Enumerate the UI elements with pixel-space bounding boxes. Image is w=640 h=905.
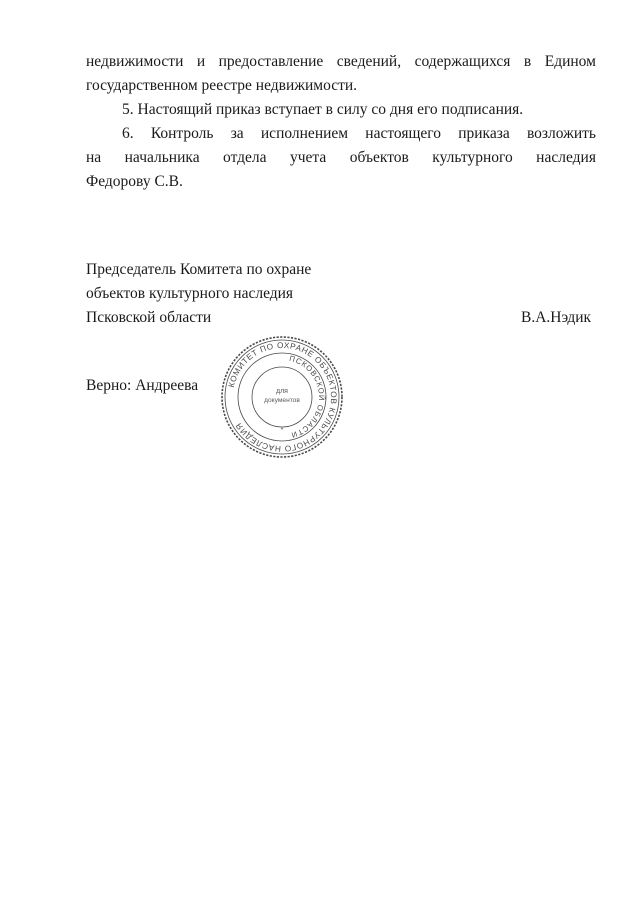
word: содержащихся: [414, 53, 511, 70]
word: отдела: [223, 149, 267, 166]
word: настоящего: [365, 125, 442, 142]
word: Контроль: [150, 125, 214, 142]
word: за: [230, 125, 244, 142]
word: на: [86, 149, 102, 166]
paragraph-line-1: [86, 53, 596, 71]
word: начальника: [124, 149, 200, 166]
item-6-line-3: Федорову С.В.: [86, 173, 183, 190]
word: приказа: [458, 125, 510, 142]
word: сведений,: [336, 53, 402, 70]
item-5: 5. Настоящий приказ вступает в силу со дня его подписания.: [122, 101, 524, 118]
signer-title-line-1: Председатель Комитета по охране: [86, 261, 312, 278]
signer-title-line-3: Псковской области: [86, 309, 212, 326]
certification-label: Верно: Андреева: [86, 377, 199, 394]
word: Едином: [544, 53, 596, 70]
item-6-line-2: [86, 149, 596, 167]
word: возложить: [526, 125, 596, 142]
stamp-inner-text: ПСКОВСКОЙ ОБЛАСТИ: [288, 353, 327, 440]
stamp-outer-text: КОМИТЕТ ПО ОХРАНЕ ОБЪЕКТОВ КУЛЬТУРНОГО НАСЛЕДИЯ: [226, 340, 339, 454]
word: культурного: [432, 149, 513, 166]
word: исполнением: [260, 125, 349, 142]
stamp-center-line-2: документов: [264, 397, 300, 404]
stamp-star-icon: *: [280, 427, 284, 434]
word: наследия: [536, 149, 596, 166]
official-stamp: [218, 333, 346, 461]
word: и: [196, 53, 206, 70]
signer-title-line-2: объектов культурного наследия: [86, 285, 294, 302]
signer-name: В.А.Нэдик: [521, 309, 592, 326]
item-6-line-1: [122, 125, 596, 143]
word: предоставление: [218, 53, 324, 70]
stamp-center-line-1: для: [276, 388, 288, 395]
word: 6.: [122, 125, 134, 142]
paragraph-line-2: государственном реестре недвижимости.: [86, 77, 358, 94]
word: объектов: [349, 149, 409, 166]
word: в: [523, 53, 532, 70]
word: учета: [289, 149, 327, 166]
word: недвижимости: [86, 53, 184, 70]
